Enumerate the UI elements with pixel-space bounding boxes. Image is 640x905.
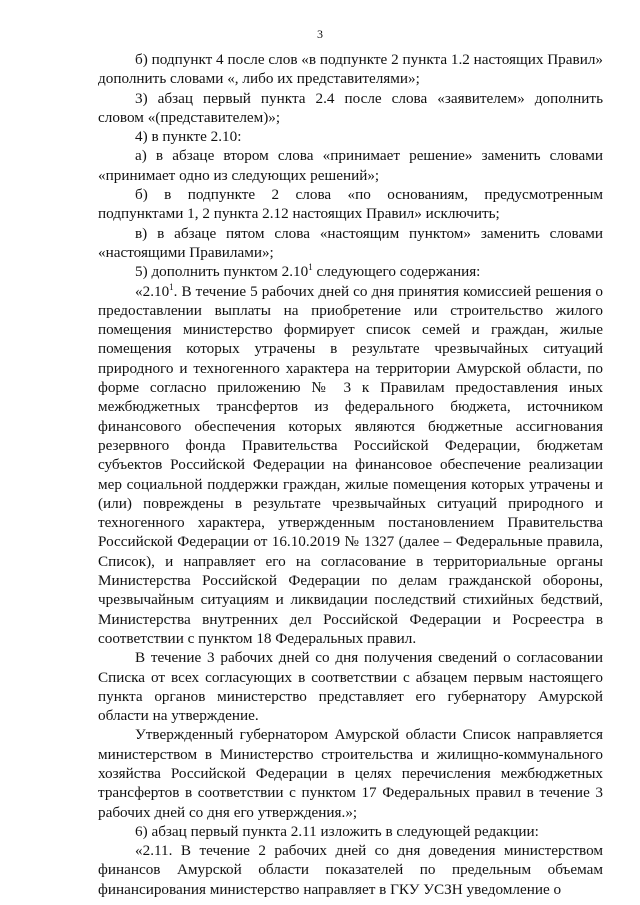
paragraph-item-5 xyxy=(98,262,603,281)
paragraph-item-4: 4) в пункте 2.10: xyxy=(135,128,242,146)
page-number: 3 xyxy=(317,27,323,41)
paragraph-item-6b: б) подпункт 4 после слов «в подпункте 2 пункта 1.2 настоящих Правил» дополнить словами «, либо их представителями»; xyxy=(98,51,603,88)
paragraph-text: следующего содержания: xyxy=(312,263,481,281)
superscript: 1 xyxy=(169,281,174,292)
paragraph-approval-term: В течение 3 рабочих дней со дня получения сведений о согласовании Списка от всех согласующих в соответствии с абзацем первым настоящего пункта органов министерство представляет его губернатору Амурской области на утверждение. xyxy=(98,649,603,725)
paragraph-clause-2-11: «2.11. В течение 2 рабочих дней со дня доведения министерством финансов Амурской области показателей по предельным объемам финансирования министерство направляет в ГКУ УСЗН уведомление о xyxy=(98,842,603,898)
paragraph-item-4b: б) в подпункте 2 слова «по основаниям, предусмотренным подпунктами 1, 2 пункта 2.12 настоящих Правил» исключить; xyxy=(98,186,603,223)
document-body xyxy=(98,50,603,899)
paragraph-text: . В течение 5 рабочих дней со дня принятия комиссией решения о предоставлении выплаты на приобретение или строительство жилого помещения министерство формирует список семей и граждан, жилые помещения которых утрачены в результате чрезвычайных ситуаций природного и техногенного характера на территории Амурской области, по форме согласно приложению № 3 к Правилам предоставления иных межбюджетных трансфертов из федерального бюджета, источником финансового обеспечения которых являются бюджетные ассигнования резервного фонда Правительства Российской Федерации, бюджетам субъектов Российской Федерации на финансовое обеспечение реализации мер социальной поддержки граждан, жилые помещения которых утрачены и (или) повреждены в результате чрезвычайных ситуаций природного и техногенного характера, утвержденным постановлением Правительства Российской Федерации от 16.10.2019 № 1327 (далее – Федеральные правила, Список), и направляет его на согласование в территориальные органы Министерства Российской Федерации по делам гражданской обороны, чрезвычайным ситуациям и ликвидации последствий стихийных бедствий, Министерства внутренних дел Российской Федерации и Росреестра в соответствии с пунктом 18 Федеральных правил. xyxy=(98,282,603,647)
paragraph-new-clause-2-10-1 xyxy=(98,282,603,649)
paragraph-item-3: 3) абзац первый пункта 2.4 после слова «заявителем» дополнить словом «(представителем)»; xyxy=(98,89,603,126)
paragraph-item-4v: в) в абзаце пятом слова «настоящим пунктом» заменить словами «настоящими Правилами»; xyxy=(98,224,603,261)
superscript: 1 xyxy=(308,262,313,273)
paragraph-approved-list: Утвержденный губернатором Амурской области Список направляется министерством в Министерство строительства и жилищно-коммунального хозяйства Российской Федерации в целях перечисления межбюджетных трансфертов в соответствии с пунктом 17 Федеральных правил в течение 3 рабочих дней со дня его утверждения.»; xyxy=(98,726,603,821)
paragraph-item-6: 6) абзац первый пункта 2.11 изложить в следующей редакции: xyxy=(135,822,539,840)
paragraph-text: «2.10 xyxy=(135,282,170,300)
paragraph-text: 5) дополнить пунктом 2.10 xyxy=(135,263,309,281)
paragraph-item-4a: а) в абзаце втором слова «принимает решение» заменить словами «принимает одно из следующих решений»; xyxy=(98,147,603,184)
